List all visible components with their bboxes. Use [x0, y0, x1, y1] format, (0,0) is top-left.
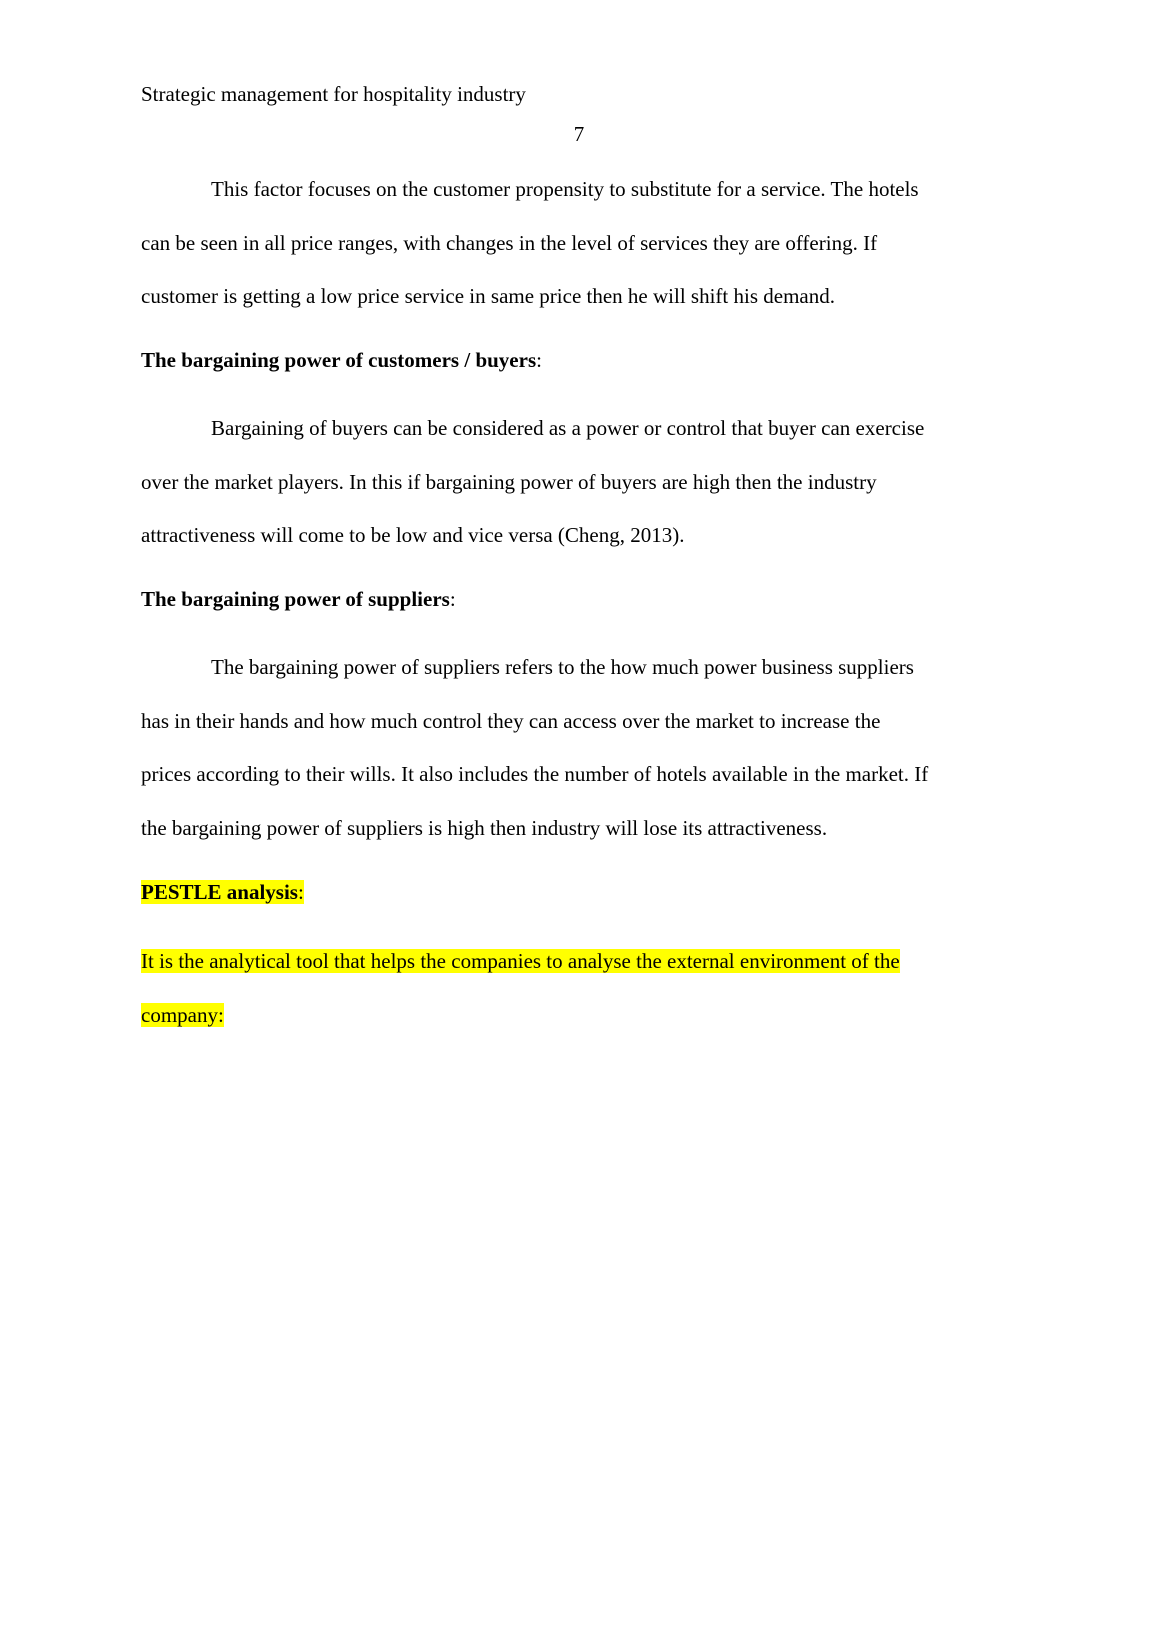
paragraph-substitutes — [141, 163, 1033, 324]
text-line: customer is getting a low price service in same price then he will shift his demand. — [141, 284, 835, 309]
heading-suffix: : — [297, 880, 304, 904]
highlighted-text: It is the analytical tool that helps the companies to analyse the external environment of the — [141, 949, 900, 973]
heading-pestle — [141, 878, 1033, 906]
page-number: 7 — [573, 122, 585, 146]
text-line: the bargaining power of suppliers is high then industry will lose its attractiveness. — [141, 815, 828, 840]
text-line: Bargaining of buyers can be considered as a power or control that buyer can exercise — [211, 416, 925, 440]
text-line: This factor focuses on the customer propensity to substitute for a service. The hotels — [211, 177, 919, 201]
paragraph-buyers — [141, 402, 1033, 563]
text-line — [141, 989, 1033, 1043]
highlighted-text: company: — [141, 1002, 224, 1027]
text-line — [141, 935, 1033, 989]
text-line: attractiveness will come to be low and vice versa (Cheng, 2013). — [141, 523, 685, 548]
heading-text: The bargaining power of customers / buyers — [141, 348, 537, 372]
heading-text: The bargaining power of suppliers — [141, 587, 450, 611]
text-line: over the market players. In this if bargaining power of buyers are high then the industry — [141, 469, 877, 494]
paragraph-pestle — [141, 935, 1033, 1042]
text-line: can be seen in all price ranges, with changes in the level of services they are offering. If — [141, 230, 878, 255]
heading-text: PESTLE analysis — [141, 880, 298, 904]
heading-buyers — [141, 346, 1033, 374]
text-line: has in their hands and how much control they can access over the market to increase the — [141, 708, 881, 733]
heading-suffix: : — [536, 348, 542, 372]
running-head: Strategic management for hospitality industry — [141, 82, 526, 106]
heading-suppliers — [141, 585, 1033, 613]
heading-suffix: : — [449, 587, 456, 611]
paragraph-suppliers — [141, 641, 1033, 855]
text-line: prices according to their wills. It also includes the number of hotels available in the market. If — [141, 762, 929, 787]
text-line: The bargaining power of suppliers refers to the how much power business suppliers — [211, 655, 914, 679]
